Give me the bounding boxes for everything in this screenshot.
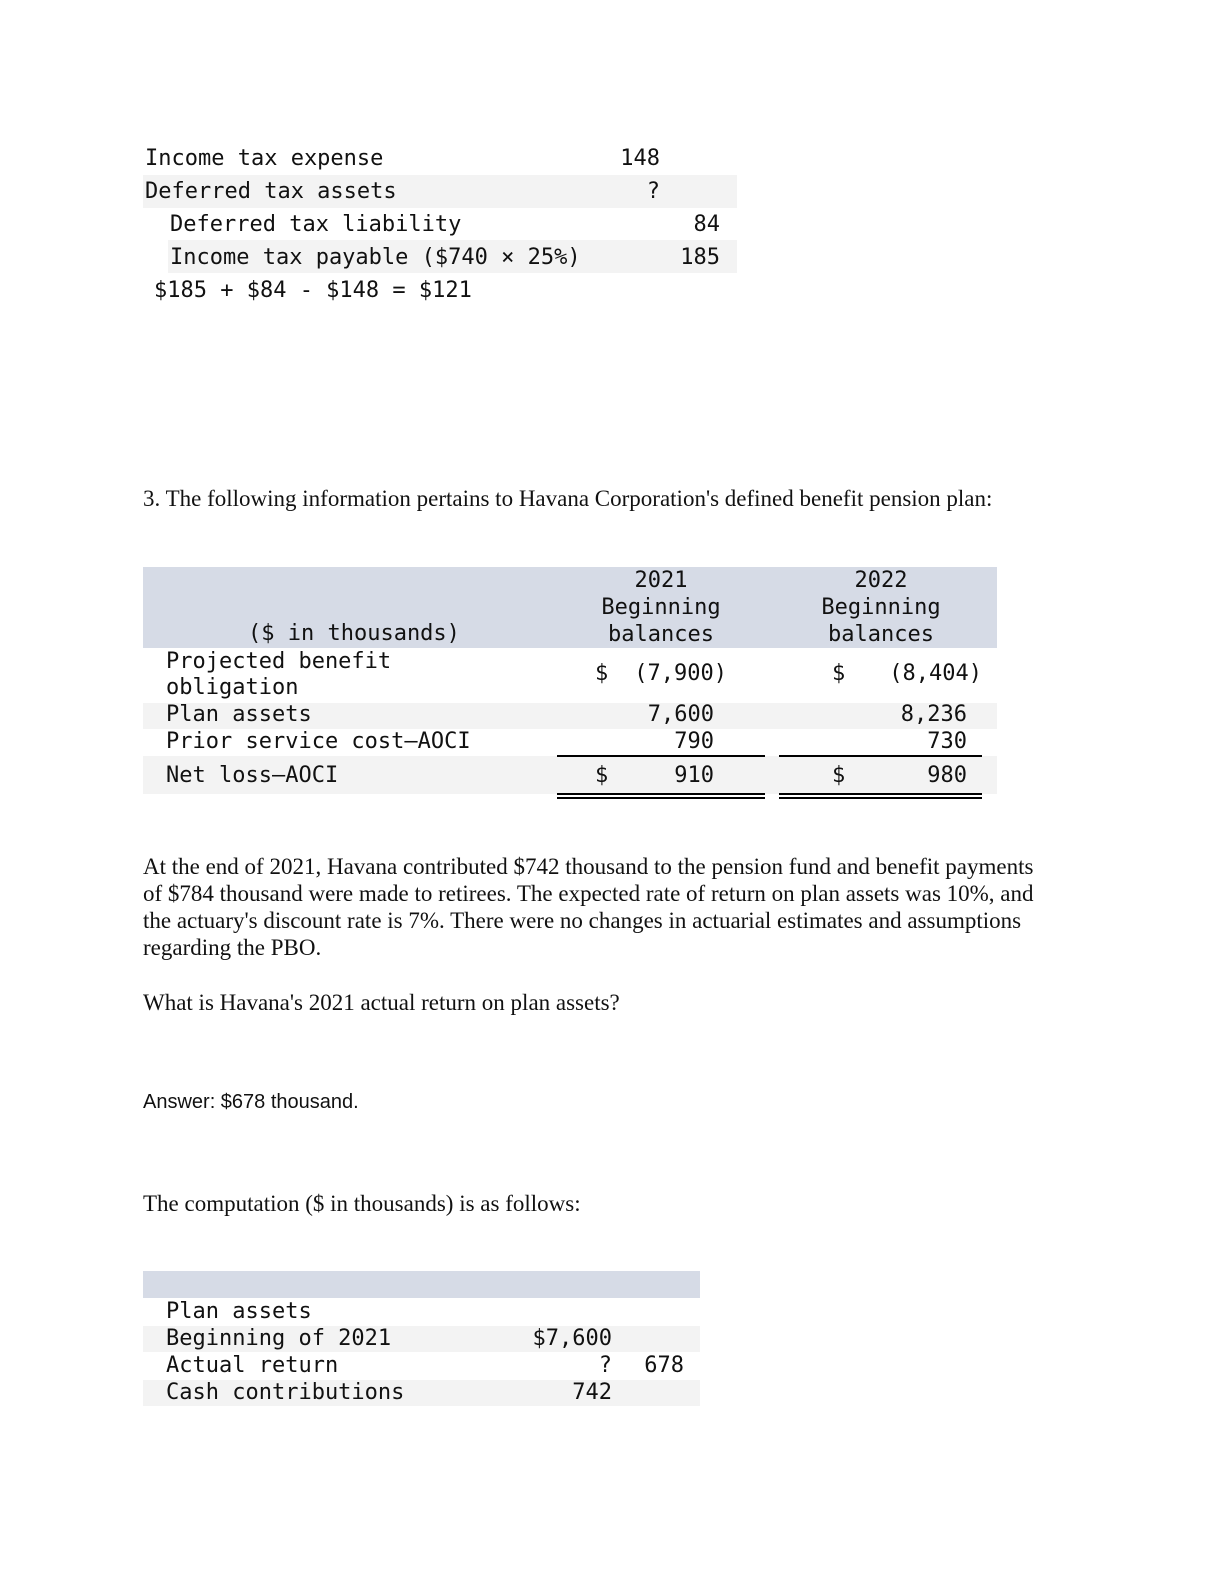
je-debit: ? bbox=[646, 179, 660, 204]
je-debit: 148 bbox=[620, 146, 660, 171]
value-2021: 7,600 bbox=[647, 702, 714, 727]
column-header-2021 bbox=[561, 567, 761, 648]
computation-row-label: Plan assets bbox=[166, 1299, 312, 1324]
column-header-2022 bbox=[781, 567, 981, 648]
value-2022: 980 bbox=[927, 763, 967, 788]
paragraph-line: At the end of 2021, Havana contributed $742 thousand to the pension fund and benefit payments bbox=[143, 854, 1034, 879]
table-row-label: Prior service cost–AOCI bbox=[166, 729, 471, 754]
currency-symbol: $ bbox=[832, 763, 846, 788]
header-line: Beginning bbox=[601, 595, 721, 620]
computation-row-label: Beginning of 2021 bbox=[166, 1326, 392, 1351]
paragraph-line: regarding the PBO. bbox=[143, 935, 322, 960]
table-row-label bbox=[166, 649, 391, 701]
value-2021: 790 bbox=[674, 729, 714, 754]
question-intro: 3. The following information pertains to Havana Corporation's defined benefit pension plan: bbox=[143, 486, 993, 511]
value-2022: (8,404) bbox=[889, 661, 982, 686]
currency-symbol: $ bbox=[595, 763, 609, 788]
computation-amount: $7,600 bbox=[532, 1326, 612, 1351]
je-credit: 84 bbox=[693, 212, 720, 237]
value-2021: 910 bbox=[674, 763, 714, 788]
header-line: Beginning bbox=[821, 595, 941, 620]
computation-row-label: Cash contributions bbox=[166, 1380, 405, 1405]
je-account: Income tax payable ($740 × 25%) bbox=[170, 245, 581, 270]
je-account: Deferred tax liability bbox=[170, 212, 462, 237]
paragraph-line: of $784 thousand were made to retirees. The expected rate of return on plan assets was 10%, and bbox=[143, 881, 1034, 906]
currency-symbol: $ bbox=[832, 661, 846, 686]
paragraph-line: the actuary's discount rate is 7%. There were no changes in actuarial estimates and assumptions bbox=[143, 908, 1022, 933]
question-prompt: What is Havana's 2021 actual return on plan assets? bbox=[143, 990, 620, 1015]
units-label: ($ in thousands) bbox=[248, 621, 460, 646]
header-line: 2021 bbox=[634, 568, 688, 593]
label-line: Projected benefit bbox=[166, 649, 392, 674]
computation-row-label: Actual return bbox=[166, 1353, 339, 1378]
je-account: Deferred tax assets bbox=[145, 179, 397, 204]
total-rule bbox=[557, 797, 765, 799]
question-paragraph bbox=[143, 853, 1034, 961]
table-row-label: Plan assets bbox=[166, 702, 312, 727]
value-2021: (7,900) bbox=[634, 661, 727, 686]
table-row-label: Net loss–AOCI bbox=[166, 763, 339, 788]
value-2022: 730 bbox=[927, 729, 967, 754]
computation-intro: The computation ($ in thousands) is as follows: bbox=[143, 1191, 581, 1216]
subtotal-rule bbox=[557, 755, 765, 757]
answer-text: Answer: $678 thousand. bbox=[143, 1091, 359, 1113]
total-rule bbox=[779, 797, 982, 799]
total-rule bbox=[779, 793, 982, 795]
subtotal-rule bbox=[779, 755, 982, 757]
je-calculation: $185 + $84 - $148 = $121 bbox=[154, 278, 472, 303]
computation-amount: ? bbox=[598, 1353, 612, 1378]
currency-symbol: $ bbox=[595, 661, 609, 686]
value-2022: 8,236 bbox=[900, 702, 967, 727]
je-account: Income tax expense bbox=[145, 146, 384, 171]
table-header bbox=[143, 1271, 700, 1298]
header-line: 2022 bbox=[854, 568, 908, 593]
computation-amount: 742 bbox=[572, 1380, 612, 1405]
label-line: obligation bbox=[166, 675, 299, 700]
total-rule bbox=[557, 793, 765, 795]
header-line: balances bbox=[608, 622, 714, 647]
header-line: balances bbox=[828, 622, 934, 647]
computation-result: 678 bbox=[644, 1353, 684, 1378]
je-credit: 185 bbox=[680, 245, 720, 270]
